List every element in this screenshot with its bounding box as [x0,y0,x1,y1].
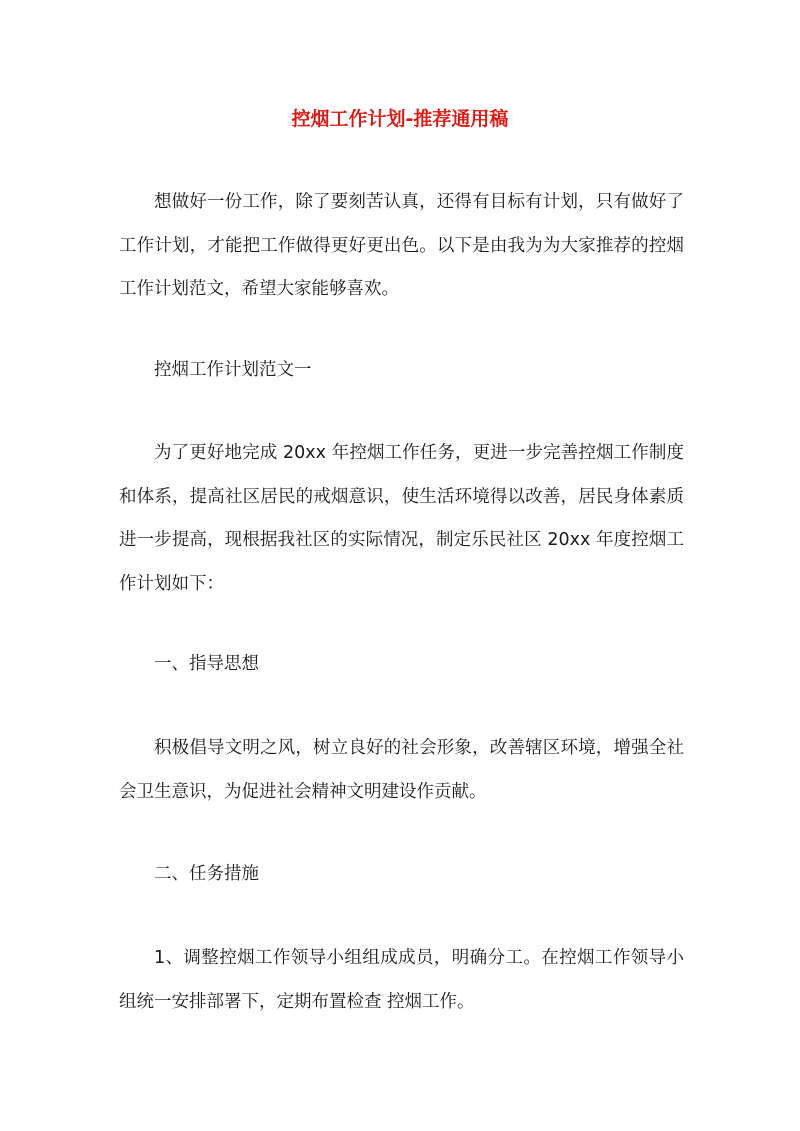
heading-task-measures: 二、任务措施 [154,864,259,884]
heading-guiding-thought: 一、指导思想 [154,654,259,674]
document-title: 控烟工作计划-推荐通用稿 [291,108,509,130]
section-title: 控烟工作计划范文一 [154,360,312,380]
guiding-thought-paragraph: 积极倡导文明之风，树立良好的社会形象，改善辖区环境，增强全社会卫生意识，为促进社会精神文明建设作贡献。 [119,738,684,802]
measure-1-paragraph: 1、调整控烟工作领导小组组成成员，明确分工。在控烟工作领导小组统一安排部署下，定期布置检查 控烟工作。 [119,948,684,1012]
intro-paragraph: 想做好一份工作，除了要刻苦认真，还得有目标有计划，只有做好了工作计划，才能把工作做得更好更出色。以下是由我为为大家推荐的控烟工作计划范文，希望大家能够喜欢。 [119,192,684,299]
section-intro-paragraph: 为了更好地完成 20xx 年控烟工作任务，更进一步完善控烟工作制度和体系，提高社区居民的戒烟意识，使生活环境得以改善，居民身体素质进一步提高，现根据我社区的实际情况，制定乐民社区 20xx 年度控烟工作计划如下： [119,443,684,594]
